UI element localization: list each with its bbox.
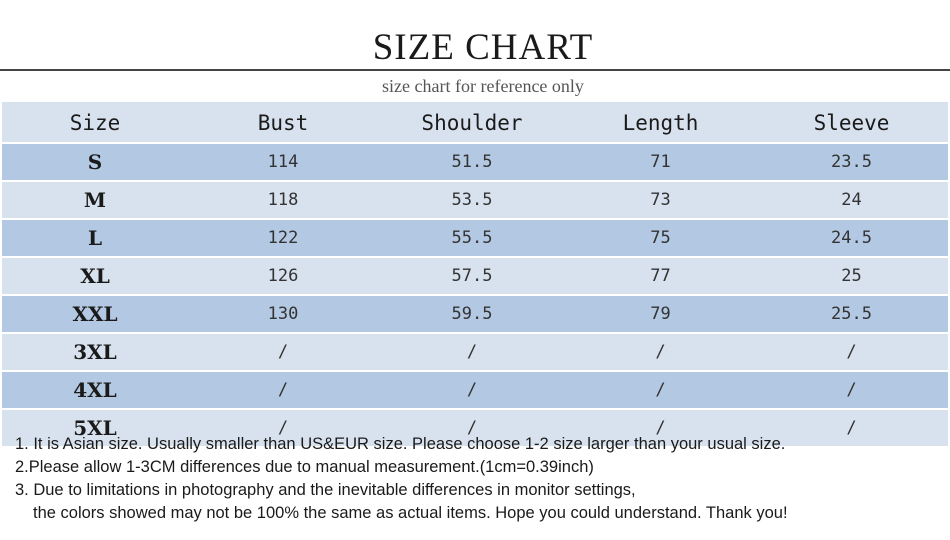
size-cell: 3XL [2,333,188,371]
column-header-bust: Bust [257,111,309,135]
bust-cell: 122 [188,219,378,257]
table-row [2,295,948,333]
bust-cell: 130 [188,295,378,333]
page-title: SIZE CHART [372,27,594,68]
bust-cell: 114 [188,143,378,181]
size-cell: S [2,143,188,181]
sleeve-cell: 24.5 [755,219,948,257]
table-row [2,143,948,181]
column-header-length: Length [622,111,699,135]
table-row [2,333,948,371]
size-cell: XL [2,257,188,295]
shoulder-cell: / [378,333,566,371]
length-cell: / [566,409,755,446]
shoulder-cell: / [378,409,566,446]
note-measurement: 2.Please allow 1-3CM differences due to manual measurement.(1cm=0.39inch) [15,458,594,476]
size-cell: 4XL [2,371,188,409]
table-row [2,181,948,219]
sleeve-cell: 25.5 [755,295,948,333]
column-header-sleeve: Sleeve [813,111,890,135]
column-header-size: Size [69,111,121,135]
length-cell: 75 [566,219,755,257]
bust-cell: 118 [188,181,378,219]
bust-cell: / [188,333,378,371]
note-color-disclaimer-continued: the colors showed may not be 100% the same as actual items. Hope you could understand. Thank you! [33,504,788,522]
shoulder-cell: 59.5 [378,295,566,333]
notes-block [15,433,945,525]
sleeve-cell: / [755,333,948,371]
length-cell: 73 [566,181,755,219]
size-cell: XXL [2,295,188,333]
length-cell: / [566,333,755,371]
table-header-row [2,102,948,143]
shoulder-cell: 51.5 [378,143,566,181]
length-cell: / [566,371,755,409]
shoulder-cell: 53.5 [378,181,566,219]
note-asian-size: 1. It is Asian size. Usually smaller than US&EUR size. Please choose 1-2 size larger than your usual size. [15,435,786,453]
length-cell: 71 [566,143,755,181]
size-table [2,102,948,446]
sleeve-cell: 23.5 [755,143,948,181]
title-divider [0,69,950,71]
bust-cell: / [188,371,378,409]
length-cell: 79 [566,295,755,333]
table-row [2,219,948,257]
shoulder-cell: 55.5 [378,219,566,257]
note-color-disclaimer: 3. Due to limitations in photography and the inevitable differences in monitor settings, [15,481,636,499]
sleeve-cell: 25 [755,257,948,295]
table-row [2,257,948,295]
size-cell: 5XL [2,409,188,446]
sleeve-cell: / [755,371,948,409]
shoulder-cell: 57.5 [378,257,566,295]
length-cell: 77 [566,257,755,295]
sleeve-cell: / [755,409,948,446]
bust-cell: 126 [188,257,378,295]
column-header-shoulder: Shoulder [421,111,523,135]
shoulder-cell: / [378,371,566,409]
sleeve-cell: 24 [755,181,948,219]
bust-cell: / [188,409,378,446]
page-subtitle: size chart for reference only [382,76,584,96]
size-cell: L [2,219,188,257]
table-row [2,371,948,409]
size-cell: M [2,181,188,219]
